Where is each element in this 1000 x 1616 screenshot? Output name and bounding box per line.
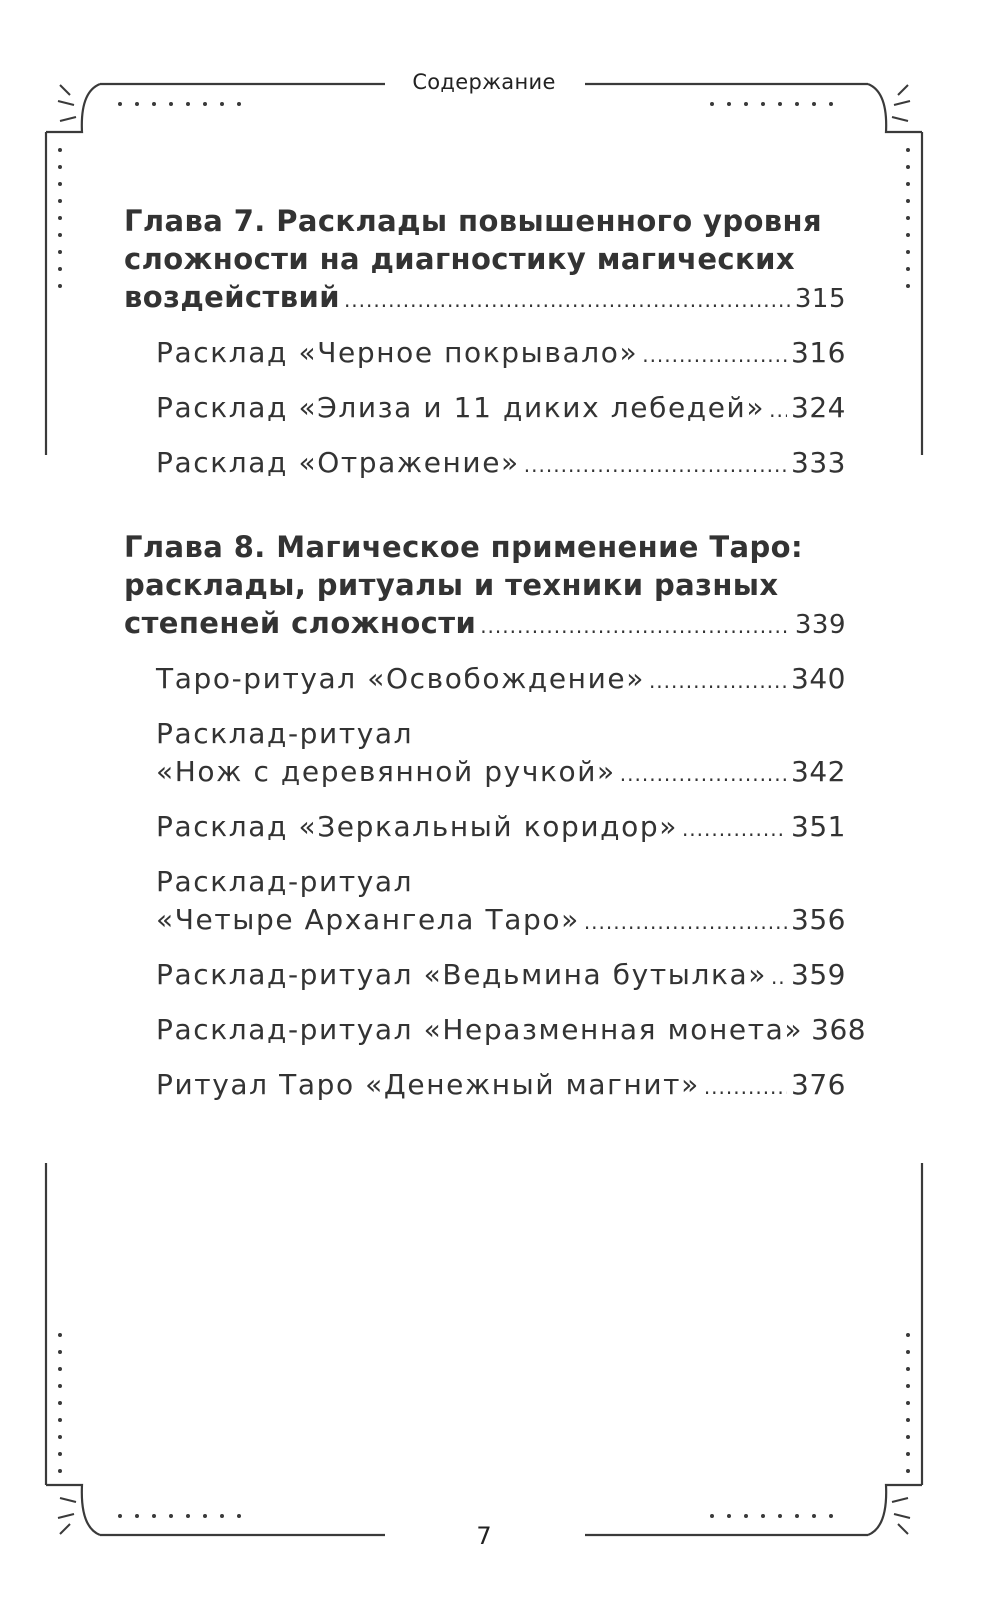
page-reference: 315 xyxy=(794,284,846,314)
dot-leader xyxy=(771,958,787,996)
page-reference: 342 xyxy=(791,755,846,788)
toc-entry[interactable] xyxy=(124,1011,867,1051)
entry-title: Расклад «Отражение» xyxy=(156,446,520,479)
toc-entry[interactable] xyxy=(124,1066,846,1106)
dot-leader xyxy=(344,281,791,319)
chapter-title-line: степеней сложности xyxy=(124,606,477,640)
chapter-title-line: расклады, ритуалы и техники разных xyxy=(124,568,779,602)
entry-title: Расклад-ритуал «Ведьмина бутылка» xyxy=(156,958,767,991)
toc-entry[interactable] xyxy=(124,444,846,484)
toc-entry[interactable] xyxy=(124,808,846,848)
chapter-title-line: Глава 8. Магическое применение Таро: xyxy=(124,530,803,564)
toc-entry[interactable] xyxy=(124,715,846,793)
page-reference: 324 xyxy=(791,391,846,424)
entry-title: «Четыре Архангела Таро» xyxy=(156,903,580,936)
entry-title: Расклад «Зеркальный коридор» xyxy=(156,810,678,843)
page-reference: 339 xyxy=(794,610,846,640)
page-reference: 368 xyxy=(811,1013,867,1046)
chapter-7 xyxy=(124,202,846,484)
entry-title: «Нож с деревянной ручкой» xyxy=(156,755,616,788)
dot-leader xyxy=(584,903,787,941)
toc-entry[interactable] xyxy=(124,863,846,941)
toc-entry[interactable] xyxy=(124,956,846,996)
page-reference: 351 xyxy=(791,810,846,843)
dot-leader xyxy=(642,336,787,374)
dot-leader xyxy=(682,810,787,848)
page-reference: 356 xyxy=(791,903,846,936)
entry-title: Ритуал Таро «Денежный магнит» xyxy=(156,1068,700,1101)
page-reference: 316 xyxy=(791,336,846,369)
page-reference: 333 xyxy=(791,446,846,479)
dot-leader xyxy=(704,1068,787,1106)
entry-title: Расклад «Черное покрывало» xyxy=(156,336,639,369)
entry-title: Расклад-ритуал «Неразменная монета» xyxy=(156,1013,804,1046)
chapter-title-line: воздействий xyxy=(124,280,340,314)
chapter-title-line: сложности на диагностику магических xyxy=(124,242,795,276)
dot-leader xyxy=(620,755,787,793)
dot-leader xyxy=(480,607,791,645)
toc-entry[interactable] xyxy=(124,389,846,429)
entry-title: Таро-ритуал «Освобождение» xyxy=(156,662,645,695)
running-header: Содержание xyxy=(412,70,556,94)
chapter-title[interactable] xyxy=(124,202,846,319)
toc-entry[interactable] xyxy=(124,334,846,374)
page-reference: 376 xyxy=(791,1068,846,1101)
chapter-8 xyxy=(124,528,867,1106)
dot-leader xyxy=(769,391,787,429)
page-number: 7 xyxy=(476,1522,492,1550)
page-reference: 340 xyxy=(791,662,846,695)
toc-entry[interactable] xyxy=(124,660,846,700)
page-reference: 359 xyxy=(791,958,846,991)
chapter-title-line: Глава 7. Расклады повышенного уровня xyxy=(124,204,823,238)
chapter-title[interactable] xyxy=(124,528,846,645)
dot-leader xyxy=(524,446,787,484)
entry-title: Расклад-ритуал xyxy=(156,717,414,750)
dot-leader xyxy=(649,662,787,700)
entry-title: Расклад-ритуал xyxy=(156,865,414,898)
entry-title: Расклад «Элиза и 11 диких лебедей» xyxy=(156,391,766,424)
table-of-contents xyxy=(124,202,867,1134)
